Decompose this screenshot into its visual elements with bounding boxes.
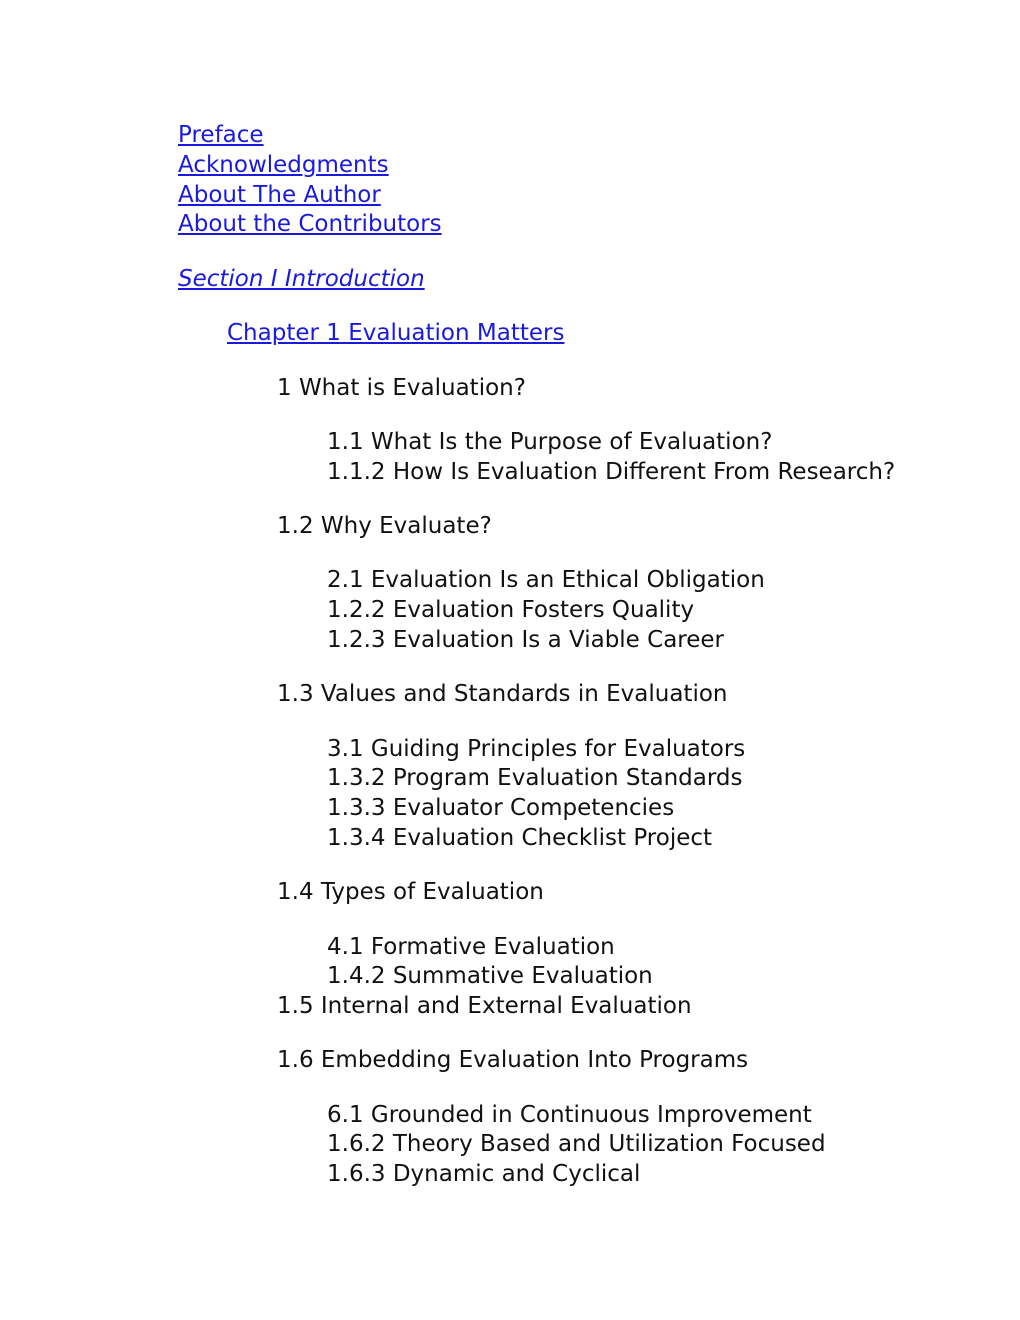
section-1-link[interactable]: Section I Introduction [178, 266, 425, 292]
heading-label: 1.4 Types of Evaluation [277, 879, 544, 905]
heading-label: 1.6 Embedding Evaluation Into Programs [277, 1047, 749, 1073]
subheading-label: 6.1 Grounded in Continuous Improvement [327, 1102, 812, 1128]
subheading-label: 1.6.3 Dynamic and Cyclical [327, 1161, 641, 1187]
heading-label: 1.3 Values and Standards in Evaluation [277, 681, 728, 707]
subheading-label: 4.1 Formative Evaluation [327, 934, 615, 960]
subheading-label: 1.2.2 Evaluation Fosters Quality [327, 597, 695, 623]
heading-label: 1 What is Evaluation? [277, 375, 526, 401]
preface-link[interactable]: Preface [178, 122, 264, 148]
subheading-label: 1.2.3 Evaluation Is a Viable Career [327, 627, 725, 653]
heading-label: 1.5 Internal and External Evaluation [277, 993, 692, 1019]
about-contributors-link[interactable]: About the Contributors [178, 211, 442, 237]
subheading-label: 2.1 Evaluation Is an Ethical Obligation [327, 567, 765, 593]
subheading-label: 1.3.3 Evaluator Competencies [327, 795, 675, 821]
chapter-1-link[interactable]: Chapter 1 Evaluation Matters [227, 320, 565, 346]
heading-label: 1.2 Why Evaluate? [277, 513, 492, 539]
subheading-label: 1.1 What Is the Purpose of Evaluation? [327, 429, 773, 455]
subheading-label: 1.6.2 Theory Based and Utilization Focused [327, 1131, 826, 1157]
subheading-label: 1.4.2 Summative Evaluation [327, 963, 653, 989]
subheading-label: 3.1 Guiding Principles for Evaluators [327, 736, 746, 762]
subheading-label: 1.3.2 Program Evaluation Standards [327, 765, 743, 791]
acknowledgments-link[interactable]: Acknowledgments [178, 152, 389, 178]
subheading-label: 1.3.4 Evaluation Checklist Project [327, 825, 713, 851]
about-author-link[interactable]: About The Author [178, 182, 381, 208]
subheading-label: 1.1.2 How Is Evaluation Different From Research? [327, 459, 896, 485]
